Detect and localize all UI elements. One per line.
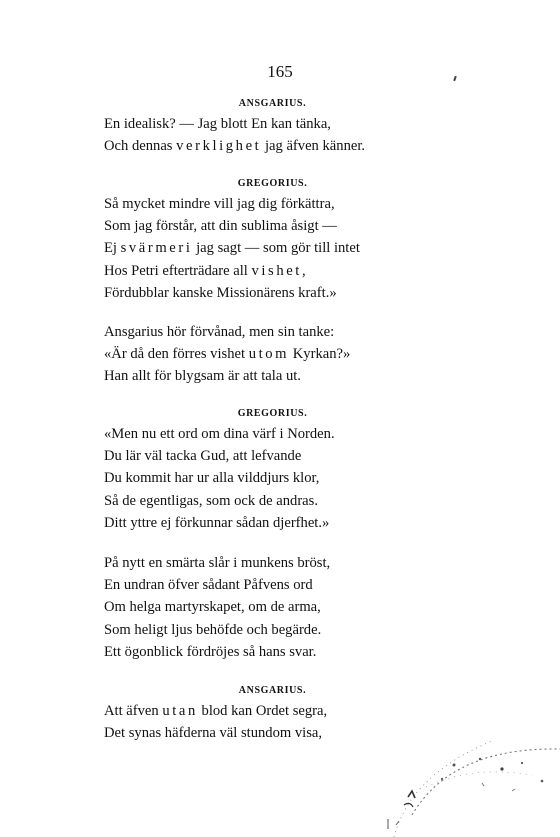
- verse-line: Så de egentligas, som ock de andras.: [104, 492, 318, 509]
- library-stamp-fragment: [382, 735, 560, 837]
- verse-line: Ansgarius hör förvånad, men sin tanke:: [104, 324, 335, 340]
- verse-line: Att äfven utan blod kan Ordet segra,: [104, 703, 328, 719]
- speaker-ansgarius-1: ANSGARIUS.: [238, 98, 307, 109]
- spaced-emphasis: utom: [248, 346, 290, 363]
- spaced-emphasis: verklighet: [176, 138, 262, 155]
- verse-line: Han allt för blygsam är att tala ut.: [104, 368, 301, 385]
- speaker-gregorius-2: GREGORIUS.: [237, 408, 308, 419]
- verse-line: Som jag förstår, att din sublima åsigt —: [104, 218, 337, 235]
- verse-block-4: [104, 423, 484, 534]
- verse-line: Ett ögonblick fördröjes så hans svar.: [104, 643, 317, 660]
- verse-line: Ej svärmeri jag sagt — som gör till intet: [104, 240, 360, 257]
- verse-line: En undran öfver sådant Påfvens ord: [104, 577, 313, 594]
- verse-block-5: [104, 552, 484, 663]
- verse-line: Så mycket mindre vill jag dig förkättra,: [104, 196, 335, 212]
- verse-block-1: [104, 113, 484, 157]
- verse-block-2: [104, 193, 484, 304]
- verse-line: Du kommit har ur alla vilddjurs klor,: [104, 470, 320, 487]
- page-number: 165: [267, 62, 293, 81]
- speaker-gregorius-1: GREGORIUS.: [237, 178, 308, 189]
- spaced-emphasis: vishet: [251, 262, 302, 279]
- verse-line: Fördubblar kanske Missionärens kraft.»: [104, 284, 337, 301]
- verse-line: En idealisk? — Jag blott En kan tänka,: [104, 116, 331, 132]
- verse-line: Och dennas verklighet jag äfven känner.: [104, 138, 366, 155]
- verse-line: Det synas häfderna väl stundom visa,: [104, 725, 323, 742]
- verse-line: «Är då den förres vishet utom Kyrkan?»: [104, 346, 351, 363]
- verse-line: Du lär väl tacka Gud, att lefvande: [104, 448, 302, 465]
- verse-line: Som heligt ljus behöfde och begärde.: [104, 621, 322, 638]
- verse-line: Om helga martyrskapet, om de arma,: [104, 599, 321, 616]
- speaker-ansgarius-2: ANSGARIUS.: [238, 685, 307, 696]
- verse-line: «Men nu ett ord om dina värf i Norden.: [104, 426, 335, 442]
- verse-line: På nytt en smärta slår i munkens bröst,: [104, 555, 331, 571]
- verse-block-3: [104, 321, 484, 388]
- spaced-emphasis: utan: [162, 703, 198, 719]
- spaced-emphasis: svärmeri: [120, 240, 193, 257]
- verse-line: Hos Petri efterträdare all vishet,: [104, 262, 306, 279]
- verse-line: Ditt yttre ej förkunnar sådan djerfhet.»: [104, 514, 330, 531]
